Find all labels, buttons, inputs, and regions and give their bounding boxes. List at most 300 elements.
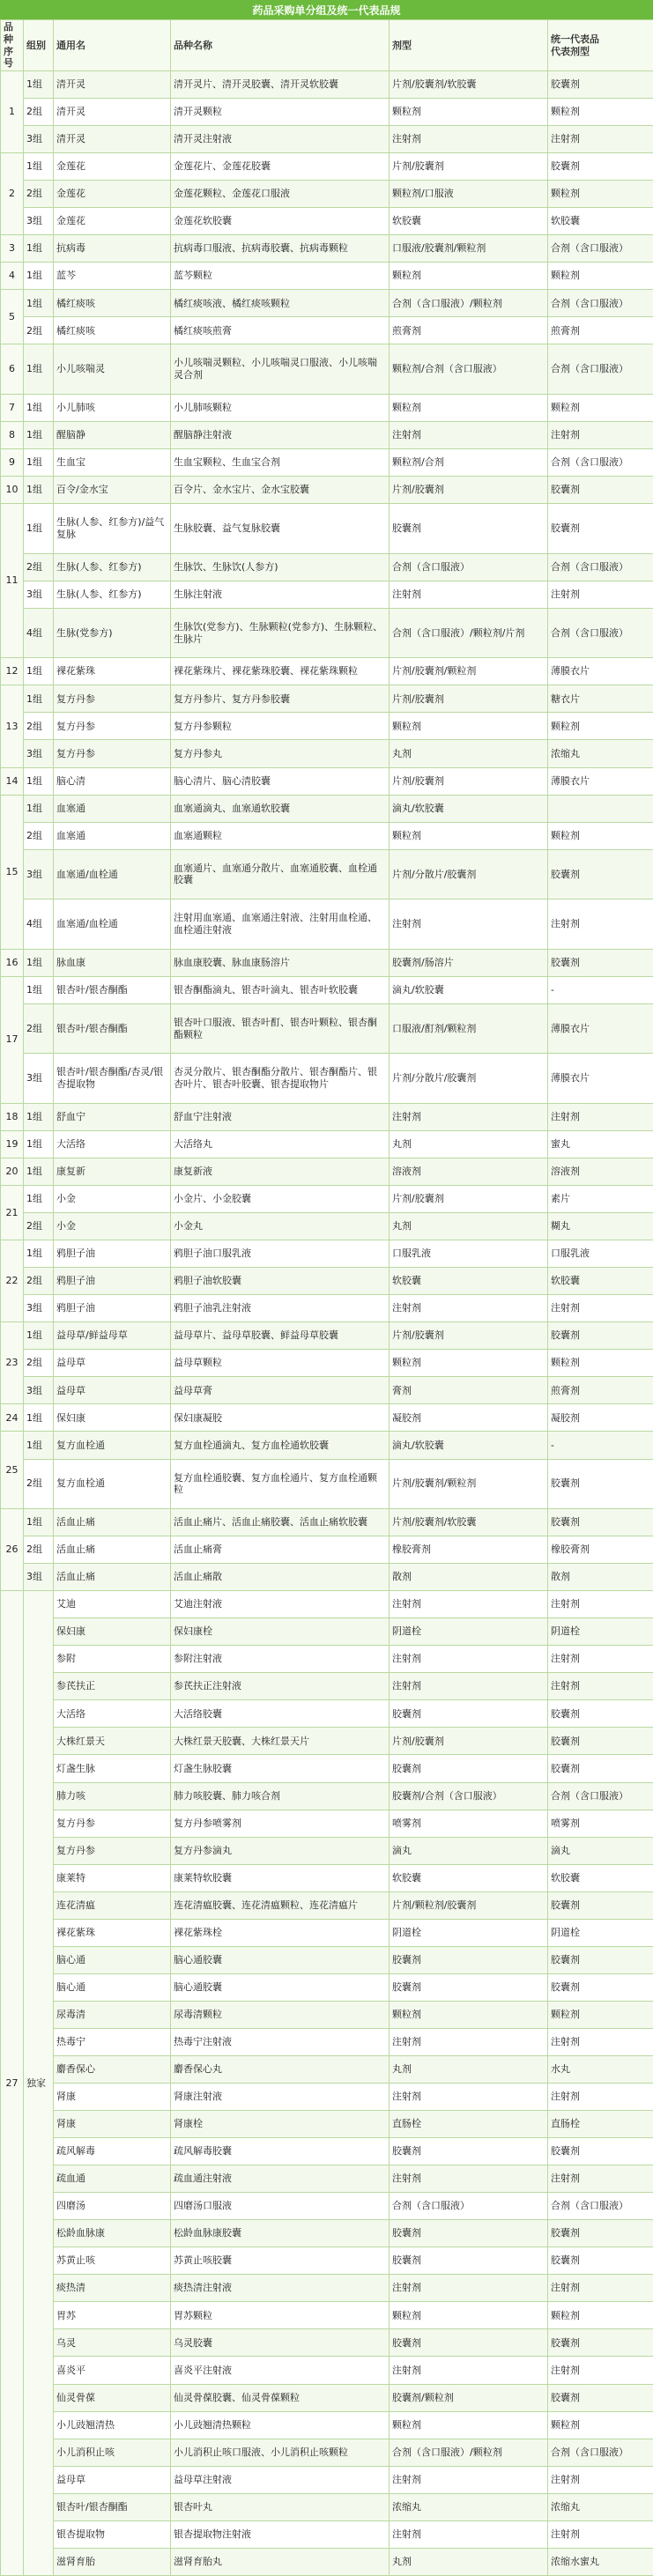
cell-representative-form: 溶液剂 <box>548 1158 653 1185</box>
cell-variety-name: 参芪扶正注射液 <box>171 1673 390 1700</box>
cell-variety-name: 复方血栓通滴丸、复方血栓通软胶囊 <box>171 1432 390 1459</box>
cell-variety-no: 18 <box>1 1103 24 1130</box>
cell-common-name: 益母草 <box>54 2466 171 2493</box>
cell-representative-form: 注射剂 <box>548 1103 653 1130</box>
cell-variety-name: 银杏叶口服液、银杏叶酊、银杏叶颗粒、银杏酮酯颗粒 <box>171 1003 390 1054</box>
table-row <box>1 2329 653 2357</box>
table-row <box>1 263 653 290</box>
cell-dosage-form: 颗粒剂 <box>390 2411 548 2439</box>
cell-group: 1组 <box>24 395 54 422</box>
cell-dosage-form: 注射剂 <box>390 1673 548 1700</box>
cell-dosage-form: 注射剂 <box>390 899 548 950</box>
cell-variety-name: 橘红痰咳煎膏 <box>171 317 390 344</box>
table-row <box>1 949 653 976</box>
cell-variety-name: 痰热清注射液 <box>171 2275 390 2302</box>
cell-common-name: 复方丹参 <box>54 1810 171 1837</box>
table-row <box>1 422 653 449</box>
cell-variety-name: 益母草片、益母草胶囊、鲜益母草胶囊 <box>171 1322 390 1350</box>
cell-representative-form: 颗粒剂 <box>548 395 653 422</box>
cell-variety-no: 6 <box>1 344 24 395</box>
cell-common-name: 活血止痛 <box>54 1509 171 1536</box>
cell-common-name: 仙灵骨葆 <box>54 2384 171 2411</box>
cell-representative-form: 注射剂 <box>548 2275 653 2302</box>
cell-variety-no: 24 <box>1 1404 24 1432</box>
cell-common-name: 康莱特 <box>54 1864 171 1891</box>
cell-dosage-form: 丸剂 <box>390 740 548 767</box>
cell-variety-name: 裸花紫珠栓 <box>171 1919 390 1946</box>
cell-dosage-form: 煎膏剂 <box>390 317 548 344</box>
cell-representative-form: 合剂（含口服液） <box>548 2439 653 2466</box>
cell-group: 1组 <box>24 290 54 317</box>
cell-variety-name: 注射用血塞通、血塞通注射液、注射用血栓通、血栓通注射液 <box>171 899 390 950</box>
cell-group: 3组 <box>24 581 54 608</box>
cell-variety-name: 苏黄止咳胶囊 <box>171 2247 390 2275</box>
cell-variety-name: 胃苏颗粒 <box>171 2302 390 2329</box>
cell-representative-form <box>548 795 653 822</box>
cell-variety-name: 大活络胶囊 <box>171 1700 390 1728</box>
cell-common-name: 金莲花 <box>54 153 171 181</box>
table-row <box>1 208 653 235</box>
cell-dosage-form: 阴道栓 <box>390 1618 548 1646</box>
table-row <box>1 1054 653 1104</box>
cell-common-name: 疏血通 <box>54 2165 171 2193</box>
cell-dosage-form: 颗粒剂 <box>390 263 548 290</box>
cell-variety-no: 4 <box>1 263 24 290</box>
cell-representative-form: 胶囊剂 <box>548 2329 653 2357</box>
table-row <box>1 1459 653 1509</box>
cell-representative-form: 注射剂 <box>548 2028 653 2055</box>
cell-variety-name: 橘红痰咳液、橘红痰咳颗粒 <box>171 290 390 317</box>
cell-common-name: 苏黄止咳 <box>54 2247 171 2275</box>
cell-group: 3组 <box>24 1054 54 1104</box>
cell-variety-name: 益母草颗粒 <box>171 1350 390 1377</box>
cell-representative-form: 注射剂 <box>548 1591 653 1618</box>
table-row <box>1 1891 653 1919</box>
table-row <box>1 1782 653 1810</box>
cell-variety-name: 康复新液 <box>171 1158 390 1185</box>
table-row <box>1 71 653 99</box>
cell-dosage-form: 滴丸/软胶囊 <box>390 795 548 822</box>
cell-group: 1组 <box>24 1130 54 1158</box>
table-row <box>1 1646 653 1673</box>
cell-common-name: 复方丹参 <box>54 713 171 740</box>
cell-variety-name: 舒血宁注射液 <box>171 1103 390 1130</box>
table-row <box>1 1295 653 1322</box>
cell-group: 3组 <box>24 1295 54 1322</box>
header-variety: 品种名称 <box>171 20 390 71</box>
cell-representative-form: 颗粒剂 <box>548 2001 653 2028</box>
cell-variety-name: 复方丹参丸 <box>171 740 390 767</box>
cell-variety-no: 8 <box>1 422 24 449</box>
cell-representative-form: 合剂（含口服液） <box>548 290 653 317</box>
cell-group: 2组 <box>24 99 54 126</box>
cell-variety-name: 艾迪注射液 <box>171 1591 390 1618</box>
cell-group: 2组 <box>24 1268 54 1295</box>
table-row <box>1 2193 653 2220</box>
cell-representative-form: 颗粒剂 <box>548 2411 653 2439</box>
cell-variety-name: 肾康栓 <box>171 2111 390 2138</box>
cell-dosage-form: 注射剂 <box>390 2357 548 2384</box>
cell-variety-no: 2 <box>1 153 24 235</box>
cell-dosage-form: 胶囊剂 <box>390 1755 548 1782</box>
cell-variety-name: 复方丹参喷雾剂 <box>171 1810 390 1837</box>
cell-dosage-form: 颗粒剂 <box>390 822 548 849</box>
table-row <box>1 2165 653 2193</box>
cell-representative-form: 注射剂 <box>548 1673 653 1700</box>
cell-dosage-form: 注射剂 <box>390 2520 548 2548</box>
table-row <box>1 767 653 795</box>
cell-representative-form: 合剂（含口服液） <box>548 553 653 581</box>
cell-group: 2组 <box>24 181 54 208</box>
table-row <box>1 1377 653 1404</box>
cell-variety-no: 10 <box>1 477 24 504</box>
cell-common-name: 连花清瘟 <box>54 1891 171 1919</box>
table-row <box>1 477 653 504</box>
cell-variety-name: 滋肾育胎丸 <box>171 2548 390 2575</box>
cell-common-name: 蓝芩 <box>54 263 171 290</box>
cell-dosage-form: 片剂/胶囊剂/软胶囊 <box>390 71 548 99</box>
cell-dosage-form: 注射剂 <box>390 422 548 449</box>
table-row <box>1 126 653 153</box>
cell-representative-form: 薄膜衣片 <box>548 1003 653 1054</box>
table-row <box>1 2028 653 2055</box>
cell-representative-form: 薄膜衣片 <box>548 658 653 685</box>
cell-common-name: 肾康 <box>54 2084 171 2111</box>
cell-variety-name: 血塞通片、血塞通分散片、血塞通胶囊、血栓通胶囊 <box>171 849 390 899</box>
cell-common-name: 百令/金水宝 <box>54 477 171 504</box>
cell-dosage-form: 注射剂 <box>390 2466 548 2493</box>
cell-variety-name: 复方血栓通胶囊、复方血栓通片、复方血栓通颗粒 <box>171 1459 390 1509</box>
table-container <box>0 19 653 2576</box>
cell-variety-name: 抗病毒口服液、抗病毒胶囊、抗病毒颗粒 <box>171 235 390 263</box>
cell-variety-name: 四磨汤口服液 <box>171 2193 390 2220</box>
cell-representative-form: 颗粒剂 <box>548 263 653 290</box>
cell-common-name: 益母草 <box>54 1350 171 1377</box>
cell-dosage-form: 胶囊剂/颗粒剂 <box>390 2384 548 2411</box>
cell-representative-form: 软胶囊 <box>548 208 653 235</box>
cell-common-name: 小儿豉翘清热 <box>54 2411 171 2439</box>
cell-representative-form: 煎膏剂 <box>548 317 653 344</box>
cell-group: 2组 <box>24 822 54 849</box>
cell-dosage-form: 胶囊剂 <box>390 2220 548 2247</box>
table-row <box>1 395 653 422</box>
cell-group: 1组 <box>24 263 54 290</box>
cell-group: 3组 <box>24 740 54 767</box>
cell-dosage-form: 片剂/胶囊剂 <box>390 767 548 795</box>
cell-group: 1组 <box>24 658 54 685</box>
cell-group: 1组 <box>24 1404 54 1432</box>
cell-common-name: 康复新 <box>54 1158 171 1185</box>
cell-variety-name: 百令片、金水宝片、金水宝胶囊 <box>171 477 390 504</box>
table-row <box>1 2138 653 2165</box>
cell-variety-no: 22 <box>1 1240 24 1322</box>
cell-common-name: 肾康 <box>54 2111 171 2138</box>
cell-dosage-form: 口服乳液 <box>390 1240 548 1268</box>
cell-variety-name: 热毒宁注射液 <box>171 2028 390 2055</box>
cell-common-name: 脑心清 <box>54 767 171 795</box>
cell-representative-form: 颗粒剂 <box>548 1350 653 1377</box>
cell-variety-no: 21 <box>1 1186 24 1240</box>
cell-variety-name: 银杏酮酯滴丸、银杏叶滴丸、银杏叶软胶囊 <box>171 976 390 1003</box>
table-row <box>1 2247 653 2275</box>
cell-common-name: 喜炎平 <box>54 2357 171 2384</box>
cell-variety-no: 25 <box>1 1432 24 1509</box>
cell-group: 1组 <box>24 1103 54 1130</box>
cell-common-name: 裸花紫珠 <box>54 1919 171 1946</box>
cell-group: 4组 <box>24 899 54 950</box>
cell-group: 2组 <box>24 317 54 344</box>
cell-group: 1组 <box>24 504 54 554</box>
cell-common-name: 生脉(党参方) <box>54 608 171 658</box>
cell-variety-name: 复方丹参片、复方丹参胶囊 <box>171 685 390 713</box>
table-row <box>1 1618 653 1646</box>
cell-common-name: 松龄血脉康 <box>54 2220 171 2247</box>
cell-common-name: 小金 <box>54 1213 171 1240</box>
cell-group: 1组 <box>24 1240 54 1268</box>
cell-common-name: 脑心通 <box>54 1973 171 2001</box>
cell-representative-form: 直肠栓 <box>548 2111 653 2138</box>
cell-group: 1组 <box>24 477 54 504</box>
cell-group: 独家 <box>24 1591 54 2576</box>
cell-group: 1组 <box>24 71 54 99</box>
table-row <box>1 740 653 767</box>
cell-dosage-form: 注射剂 <box>390 1646 548 1673</box>
cell-common-name: 鸦胆子油 <box>54 1295 171 1322</box>
table-row <box>1 1536 653 1564</box>
cell-common-name: 疏风解毒 <box>54 2138 171 2165</box>
cell-common-name: 生脉(人参、红参方) <box>54 581 171 608</box>
cell-group: 3组 <box>24 126 54 153</box>
table-row <box>1 1810 653 1837</box>
cell-group: 1组 <box>24 795 54 822</box>
cell-dosage-form: 注射剂 <box>390 581 548 608</box>
cell-group: 1组 <box>24 449 54 477</box>
table-row <box>1 1973 653 2001</box>
table-row <box>1 795 653 822</box>
cell-dosage-form: 颗粒剂/合剂（含口服液） <box>390 344 548 395</box>
table-row <box>1 290 653 317</box>
cell-dosage-form: 丸剂 <box>390 1130 548 1158</box>
cell-dosage-form: 片剂/胶囊剂/颗粒剂 <box>390 658 548 685</box>
cell-representative-form: 胶囊剂 <box>548 1891 653 1919</box>
cell-variety-name: 鸦胆子油口服乳液 <box>171 1240 390 1268</box>
cell-representative-form: 注射剂 <box>548 126 653 153</box>
cell-dosage-form: 合剂（含口服液）/颗粒剂 <box>390 2439 548 2466</box>
cell-variety-name: 保妇康凝胶 <box>171 1404 390 1432</box>
cell-variety-name: 康莱特软胶囊 <box>171 1864 390 1891</box>
table-row <box>1 2302 653 2329</box>
cell-dosage-form: 片剂/分散片/胶囊剂 <box>390 1054 548 1104</box>
cell-representative-form: 胶囊剂 <box>548 2138 653 2165</box>
cell-dosage-form: 颗粒剂 <box>390 2302 548 2329</box>
cell-variety-name: 活血止痛散 <box>171 1564 390 1591</box>
cell-representative-form: 喷雾剂 <box>548 1810 653 1837</box>
cell-common-name: 舒血宁 <box>54 1103 171 1130</box>
cell-common-name: 活血止痛 <box>54 1536 171 1564</box>
cell-variety-name: 杏灵分散片、银杏酮酯分散片、银杏酮酯片、银杏叶片、银杏叶胶囊、银杏提取物片 <box>171 1054 390 1104</box>
cell-representative-form: 浓缩丸 <box>548 2493 653 2520</box>
cell-variety-name: 银杏叶丸 <box>171 2493 390 2520</box>
cell-representative-form: 合剂（含口服液） <box>548 608 653 658</box>
cell-dosage-form: 橡胶膏剂 <box>390 1536 548 1564</box>
cell-variety-name: 脉血康胶囊、脉血康肠溶片 <box>171 949 390 976</box>
cell-dosage-form: 口服液/酊剂/颗粒剂 <box>390 1003 548 1054</box>
cell-dosage-form: 胶囊剂 <box>390 1700 548 1728</box>
cell-common-name: 小儿消积止咳 <box>54 2439 171 2466</box>
cell-representative-form: 注射剂 <box>548 2084 653 2111</box>
cell-variety-name: 复方丹参滴丸 <box>171 1837 390 1864</box>
cell-variety-name: 生血宝颗粒、生血宝合剂 <box>171 449 390 477</box>
table-row <box>1 1103 653 1130</box>
cell-variety-name: 金莲花软胶囊 <box>171 208 390 235</box>
cell-group: 1组 <box>24 1509 54 1536</box>
table-row <box>1 1755 653 1782</box>
cell-representative-form: 颗粒剂 <box>548 99 653 126</box>
cell-dosage-form: 喷雾剂 <box>390 1810 548 1837</box>
cell-representative-form: 胶囊剂 <box>548 71 653 99</box>
table-row <box>1 344 653 395</box>
cell-group: 1组 <box>24 235 54 263</box>
cell-group: 1组 <box>24 344 54 395</box>
cell-representative-form: 胶囊剂 <box>548 849 653 899</box>
cell-representative-form: 胶囊剂 <box>548 1322 653 1350</box>
cell-dosage-form: 颗粒剂 <box>390 2001 548 2028</box>
cell-group: 2组 <box>24 1536 54 1564</box>
cell-dosage-form: 片剂/分散片/胶囊剂 <box>390 849 548 899</box>
table-row <box>1 1864 653 1891</box>
cell-variety-name: 血塞通颗粒 <box>171 822 390 849</box>
cell-variety-no: 5 <box>1 290 24 344</box>
cell-variety-name: 清开灵片、清开灵胶囊、清开灵软胶囊 <box>171 71 390 99</box>
cell-representative-form: 合剂（含口服液） <box>548 1782 653 1810</box>
cell-representative-form: 糊丸 <box>548 1213 653 1240</box>
table-row <box>1 1130 653 1158</box>
cell-variety-name: 生脉注射液 <box>171 581 390 608</box>
cell-dosage-form: 颗粒剂 <box>390 1350 548 1377</box>
cell-dosage-form: 口服液/胶囊剂/颗粒剂 <box>390 235 548 263</box>
cell-common-name: 乌灵 <box>54 2329 171 2357</box>
cell-dosage-form: 注射剂 <box>390 1103 548 1130</box>
cell-dosage-form: 胶囊剂 <box>390 504 548 554</box>
cell-variety-name: 脑心通胶囊 <box>171 1973 390 2001</box>
cell-variety-name: 活血止痛片、活血止痛胶囊、活血止痛软胶囊 <box>171 1509 390 1536</box>
table-row <box>1 2466 653 2493</box>
cell-representative-form: 胶囊剂 <box>548 1973 653 2001</box>
cell-variety-no: 14 <box>1 767 24 795</box>
cell-dosage-form: 丸剂 <box>390 2548 548 2575</box>
cell-group: 3组 <box>24 1377 54 1404</box>
cell-variety-no: 12 <box>1 658 24 685</box>
cell-variety-name: 生脉饮、生脉饮(人参方) <box>171 553 390 581</box>
cell-variety-name: 松龄血脉康胶囊 <box>171 2220 390 2247</box>
table-row <box>1 713 653 740</box>
cell-common-name: 复方血栓通 <box>54 1459 171 1509</box>
table-row <box>1 1946 653 1973</box>
cell-dosage-form: 软胶囊 <box>390 208 548 235</box>
cell-dosage-form: 注射剂 <box>390 1295 548 1322</box>
cell-variety-name: 疏风解毒胶囊 <box>171 2138 390 2165</box>
cell-common-name: 橘红痰咳 <box>54 317 171 344</box>
cell-common-name: 复方丹参 <box>54 685 171 713</box>
cell-common-name: 清开灵 <box>54 99 171 126</box>
cell-common-name: 复方丹参 <box>54 740 171 767</box>
cell-common-name: 复方血栓通 <box>54 1432 171 1459</box>
table-row <box>1 2055 653 2083</box>
cell-group: 1组 <box>24 1432 54 1459</box>
header-no: 品种序号 <box>1 20 24 71</box>
cell-representative-form: - <box>548 976 653 1003</box>
cell-representative-form: 胶囊剂 <box>548 504 653 554</box>
table-row <box>1 2520 653 2548</box>
cell-representative-form: 注射剂 <box>548 1295 653 1322</box>
cell-representative-form: 软胶囊 <box>548 1864 653 1891</box>
cell-common-name: 大株红景天 <box>54 1728 171 1755</box>
cell-variety-name: 复方丹参颗粒 <box>171 713 390 740</box>
cell-common-name: 小儿咳喘灵 <box>54 344 171 395</box>
cell-dosage-form: 合剂（含口服液） <box>390 2193 548 2220</box>
cell-variety-no: 26 <box>1 1509 24 1591</box>
cell-group: 2组 <box>24 1213 54 1240</box>
table-row <box>1 1158 653 1185</box>
cell-representative-form: - <box>548 1432 653 1459</box>
cell-variety-name: 鸦胆子油乳注射液 <box>171 1295 390 1322</box>
table-row <box>1 1240 653 1268</box>
header-dosage-form: 剂型 <box>390 20 548 71</box>
cell-representative-form: 注射剂 <box>548 2520 653 2548</box>
table-row <box>1 1564 653 1591</box>
cell-dosage-form: 颗粒剂/口服液 <box>390 181 548 208</box>
cell-dosage-form: 注射剂 <box>390 2028 548 2055</box>
cell-common-name: 血塞通/血栓通 <box>54 849 171 899</box>
header-representative <box>548 20 653 71</box>
table-row <box>1 685 653 713</box>
cell-dosage-form: 胶囊剂/肠溶片 <box>390 949 548 976</box>
cell-dosage-form: 合剂（含口服液）/颗粒剂 <box>390 290 548 317</box>
table-row <box>1 235 653 263</box>
cell-variety-name: 银杏提取物注射液 <box>171 2520 390 2548</box>
cell-variety-no: 3 <box>1 235 24 263</box>
cell-group: 1组 <box>24 1158 54 1185</box>
cell-common-name: 鸦胆子油 <box>54 1268 171 1295</box>
cell-representative-form: 胶囊剂 <box>548 2220 653 2247</box>
cell-representative-form: 注射剂 <box>548 581 653 608</box>
cell-common-name: 银杏叶/银杏酮酯 <box>54 2493 171 2520</box>
cell-dosage-form: 软胶囊 <box>390 1864 548 1891</box>
cell-representative-form: 口服乳液 <box>548 1240 653 1268</box>
cell-group: 2组 <box>24 1003 54 1054</box>
cell-variety-name: 连花清瘟胶囊、连花清瘟颗粒、连花清瘟片 <box>171 1891 390 1919</box>
cell-dosage-form: 胶囊剂 <box>390 2138 548 2165</box>
cell-group: 1组 <box>24 422 54 449</box>
header-rep-top: 统一代表品 <box>551 33 599 45</box>
cell-common-name: 大活络 <box>54 1130 171 1158</box>
table-row <box>1 1350 653 1377</box>
cell-variety-name: 脑心通胶囊 <box>171 1946 390 1973</box>
cell-variety-name: 小金丸 <box>171 1213 390 1240</box>
cell-variety-name: 疏血通注射液 <box>171 2165 390 2193</box>
cell-representative-form: 浓缩丸 <box>548 740 653 767</box>
cell-common-name: 血塞通/血栓通 <box>54 899 171 950</box>
cell-representative-form: 胶囊剂 <box>548 1946 653 1973</box>
cell-variety-name: 益母草膏 <box>171 1377 390 1404</box>
cell-variety-name: 乌灵胶囊 <box>171 2329 390 2357</box>
cell-representative-form: 胶囊剂 <box>548 2247 653 2275</box>
cell-common-name: 脑心通 <box>54 1946 171 1973</box>
cell-common-name: 益母草/鲜益母草 <box>54 1322 171 1350</box>
cell-variety-name: 小儿肺咳颗粒 <box>171 395 390 422</box>
cell-dosage-form: 胶囊剂 <box>390 2329 548 2357</box>
cell-representative-form: 注射剂 <box>548 2466 653 2493</box>
